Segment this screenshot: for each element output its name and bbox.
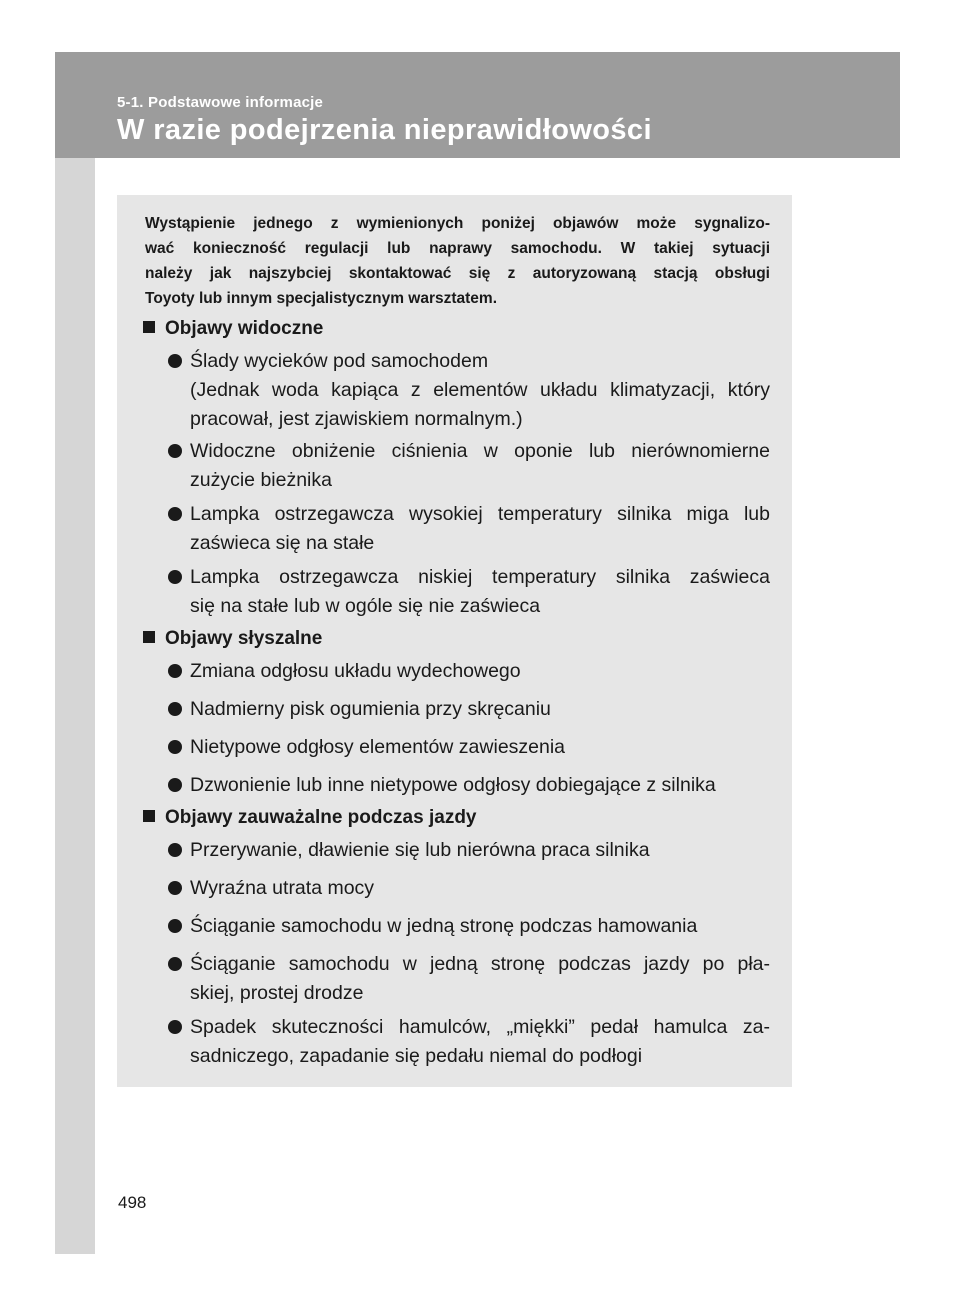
- item-line: zużycie bieżnika: [190, 469, 332, 491]
- section-label: 5-1. Podstawowe informacje: [117, 94, 324, 111]
- square-bullet-icon: [143, 810, 155, 822]
- page-title: W razie podejrzenia nieprawidłowości: [117, 114, 652, 146]
- bullet-icon: [168, 919, 182, 933]
- list-item: [168, 950, 770, 1008]
- item-line: Ściąganie samochodu w jedną stronę podczas jazdy po pła-: [190, 953, 770, 975]
- square-bullet-icon: [143, 631, 155, 643]
- list-item: [168, 347, 770, 434]
- bullet-icon: [168, 570, 182, 584]
- list-item: [168, 500, 770, 558]
- bullet-icon: [168, 843, 182, 857]
- bullet-icon: [168, 507, 182, 521]
- bullet-icon: [168, 778, 182, 792]
- item-line: Ślady wycieków pod samochodem: [190, 350, 489, 372]
- list-item: [168, 695, 770, 724]
- bullet-icon: [168, 1020, 182, 1034]
- category-visible-heading: [143, 317, 323, 341]
- list-item: [168, 912, 770, 941]
- intro-line: należy jak najszybciej skontaktować się z autoryzowaną stacją obsługi: [145, 265, 770, 282]
- list-item: [168, 733, 770, 762]
- item-line: Dzwonienie lub inne nietypowe odgłosy dobiegające z silnika: [190, 774, 716, 796]
- category-audible-heading: [143, 627, 322, 651]
- list-item: [168, 874, 770, 903]
- bullet-icon: [168, 664, 182, 678]
- page-header: [55, 52, 900, 158]
- list-item: [168, 437, 770, 495]
- item-line: Zmiana odgłosu układu wydechowego: [190, 660, 521, 682]
- page-number: 498: [118, 1193, 147, 1212]
- list-item: [168, 657, 770, 686]
- bullet-icon: [168, 957, 182, 971]
- side-strip: [55, 158, 95, 1254]
- list-item: [168, 836, 770, 865]
- item-line: Ściąganie samochodu w jedną stronę podczas hamowania: [190, 915, 698, 937]
- bullet-icon: [168, 740, 182, 754]
- intro-line: Toyoty lub innym specjalistycznym warsztatem.: [145, 290, 498, 307]
- square-bullet-icon: [143, 321, 155, 333]
- item-line: Lampka ostrzegawcza wysokiej temperatury silnika miga lub: [190, 503, 770, 525]
- category-title: Objawy zauważalne podczas jazdy: [165, 807, 477, 828]
- item-line: Lampka ostrzegawcza niskiej temperatury silnika zaświeca: [190, 566, 770, 588]
- item-line: Nadmierny pisk ogumienia przy skręcaniu: [190, 698, 551, 720]
- item-line: Nietypowe odgłosy elementów zawieszenia: [190, 736, 566, 758]
- item-line: (Jednak woda kapiąca z elementów układu klimatyzacji, który: [190, 379, 770, 401]
- item-line: skiej, prostej drodze: [190, 982, 364, 1004]
- item-line: się na stałe lub w ogóle się nie zaświeca: [190, 595, 541, 617]
- category-title: Objawy słyszalne: [165, 628, 323, 649]
- intro-paragraph: [145, 211, 770, 311]
- bullet-icon: [168, 702, 182, 716]
- list-item: [168, 1013, 770, 1071]
- list-item: [168, 771, 770, 800]
- bullet-icon: [168, 354, 182, 368]
- category-driving-heading: [143, 806, 477, 830]
- intro-line: wać konieczność regulacji lub naprawy samochodu. W takiej sytuacji: [145, 240, 770, 257]
- item-line: Wyraźna utrata mocy: [190, 877, 375, 899]
- item-line: Widoczne obniżenie ciśnienia w oponie lub nierównomierne: [190, 440, 770, 462]
- item-line: zaświeca się na stałe: [190, 532, 375, 554]
- item-line: pracował, jest zjawiskiem normalnym.): [190, 408, 523, 430]
- list-item: [168, 563, 770, 621]
- bullet-icon: [168, 881, 182, 895]
- item-line: Spadek skuteczności hamulców, „miękki” pedał hamulca za-: [190, 1016, 770, 1038]
- item-line: sadniczego, zapadanie się pedału niemal do podłogi: [190, 1045, 643, 1067]
- item-line: Przerywanie, dławienie się lub nierówna praca silnika: [190, 839, 650, 861]
- category-title: Objawy widoczne: [165, 318, 324, 339]
- intro-line: Wystąpienie jednego z wymienionych poniżej objawów może sygnalizo-: [145, 215, 770, 232]
- bullet-icon: [168, 444, 182, 458]
